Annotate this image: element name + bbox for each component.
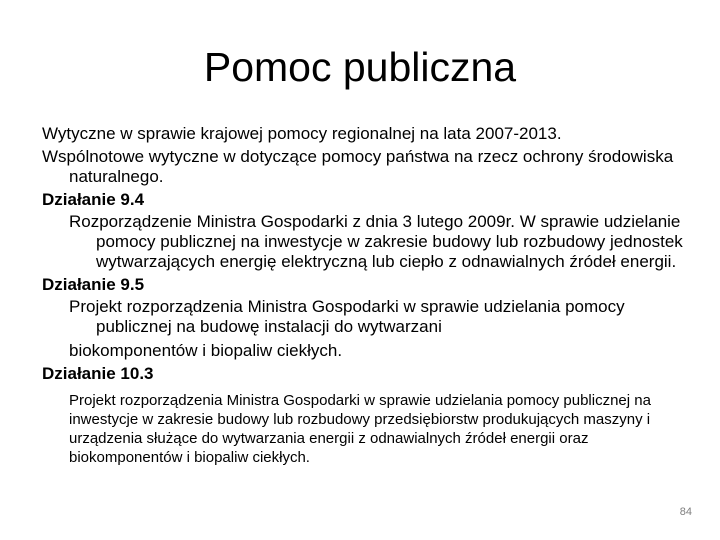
heading-dzialanie-9-5: Działanie 9.5 [42, 275, 145, 294]
paragraph-rozporzadzenie-9-4: Rozporządzenie Ministra Gospodarki z dnia 3 lutego 2009r. W sprawie udzielanie pomocy publicznej na inwestycje w zakresie budowy lub rozbudowy jednostek wytwarzających energię elektryczną lub ciepło z odnawialnych źródeł energii. [69, 212, 683, 271]
paragraph-projekt-9-5-line2: biokomponentów i biopaliw ciekłych. [69, 341, 343, 360]
slide-title: Pomoc publiczna [203, 44, 517, 90]
page-number: 84 [679, 506, 692, 518]
paragraph-projekt-9-5 [69, 297, 692, 361]
paragraph-regional-guidelines: Wytyczne w sprawie krajowej pomocy regionalnej na lata 2007-2013. [42, 124, 562, 143]
paragraph-projekt-9-5-line1: Projekt rozporządzenia Ministra Gospodarki w sprawie udzielania pomocy publicznej na budowę instalacji do wytwarzani [69, 297, 625, 336]
heading-dzialanie-10-3: Działanie 10.3 [42, 364, 154, 383]
paragraph-projekt-10-3: Projekt rozporządzenia Ministra Gospodarki w sprawie udzielania pomocy publicznej na inwestycje w zakresie budowy lub rozbudowy przedsiębiorstw produkujących maszyny i urządzenia służące do wytwarzania energii z odnawialnych źródeł energii oraz biokomponentów i biopaliw ciekłych. [69, 392, 651, 466]
paragraph-environment-guidelines: Wspólnotowe wytyczne w dotyczące pomocy państwa na rzecz ochrony środowiska naturalnego. [42, 147, 674, 186]
slide-body [42, 124, 692, 467]
heading-dzialanie-9-4: Działanie 9.4 [42, 190, 145, 209]
